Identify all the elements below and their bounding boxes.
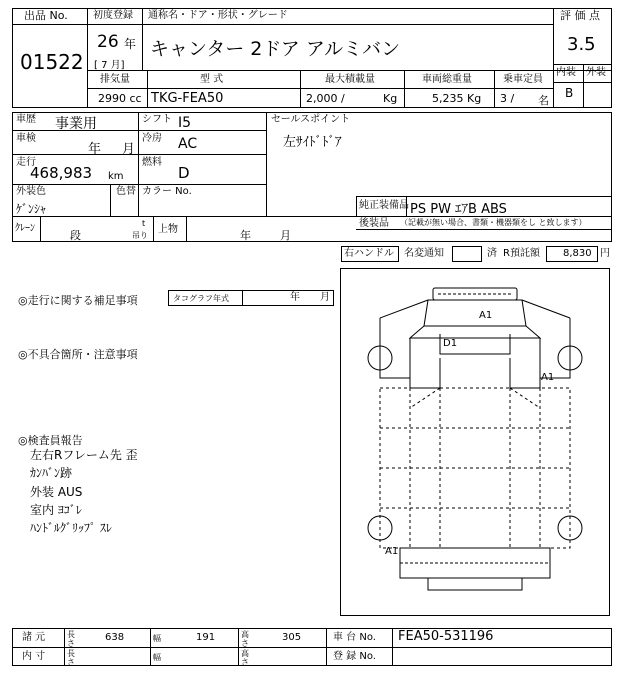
inspector-line-5: ﾊﾝﾄﾞﾙｸﾞﾘｯﾌﾟ ｽﾚ (30, 521, 112, 535)
crane-stage: 段 (70, 229, 81, 242)
sales-point-label: セールスポイント (271, 114, 351, 125)
change-notice-box (452, 246, 482, 262)
damage-mark-3: A1 (541, 372, 555, 383)
color-no-label: 色替 (116, 186, 136, 197)
mileage: 468,983 (30, 164, 93, 182)
chassis-label: 車 台 No. (333, 632, 376, 643)
reg-year: 26 (97, 32, 119, 52)
tachograph-label: タコグラフ年式 (173, 294, 229, 303)
history: 事業用 (55, 116, 97, 132)
height-label: 高さ (241, 630, 249, 648)
gross-weight: 5,235 Kg (432, 92, 482, 105)
inspection-label: 車検 (16, 133, 36, 144)
damage-mark-1: A1 (479, 310, 493, 321)
lot-number: 01522 (20, 50, 84, 74)
reg-year-unit: 年 (124, 37, 137, 51)
recycle-prefix: 済 (487, 248, 497, 259)
shift: I5 (178, 115, 192, 131)
truck-diagram (340, 268, 610, 616)
interior-grade: B (565, 86, 574, 100)
registration-label: 登 録 No. (333, 651, 376, 662)
interior-grade-label: 内装 (556, 67, 576, 78)
aftermarket-label: 後装品 (359, 218, 389, 229)
crane-label: ｸﾚｰﾝ (15, 223, 35, 234)
exterior-color: ｹﾞﾝｼｬ (16, 202, 47, 216)
sales-point: 左ｻｲﾄﾞﾄﾞｱ (283, 135, 342, 150)
damage-mark-2: D1 (443, 338, 458, 349)
inner-length-label: 長さ (67, 649, 75, 667)
inner-height-label: 高さ (241, 649, 249, 667)
dims-label: 諸 元 (22, 632, 46, 643)
history-label: 車歴 (16, 114, 36, 125)
capacity-label: 最大積載量 (325, 74, 375, 85)
recycle-label: R預託額 (503, 248, 540, 259)
mileage-label: 走行 (16, 157, 36, 168)
lot-label: 出品 No. (24, 9, 68, 22)
tacho-month: 月 (320, 292, 330, 303)
factory-equip-label: 純正装備品 (359, 200, 409, 211)
seats: 3 / (500, 92, 515, 105)
seats-label: 乗車定員 (503, 74, 543, 85)
color-code-label: カラー No. (142, 186, 192, 197)
tacho-year: 年 (290, 292, 300, 303)
score-value: 3.5 (567, 34, 596, 55)
score-label: 評 価 点 (560, 9, 600, 22)
inner-dims-label: 内 寸 (22, 651, 46, 662)
inspector-line-3: 外装 AUS (30, 485, 83, 499)
ac: AC (178, 136, 198, 152)
crane-hook: 吊り (132, 231, 148, 240)
model-label: 型 式 (200, 74, 224, 85)
mileage-unit: km (108, 171, 124, 182)
recycle-unit: 円 (600, 248, 610, 259)
steering: 右ハンドル (344, 248, 394, 259)
name-label: 通称名・ドア・形状・グレード (148, 10, 288, 21)
length: 638 (105, 632, 125, 643)
width-label: 幅 (153, 634, 161, 643)
chassis-number: FEA50-531196 (398, 629, 494, 644)
inspector-label: ◎検査員報告 (18, 434, 83, 447)
gross-weight-label: 車両総重量 (422, 74, 472, 85)
inspection-month: 月 (122, 142, 136, 157)
exterior-color-label: 外装色 (16, 186, 46, 197)
inspector-line-4: 室内 ﾖｺﾞﾚ (30, 503, 82, 517)
model: TKG-FEA50 (151, 91, 224, 106)
top-loading-label: 上物 (158, 224, 178, 235)
inner-width-label: 幅 (153, 653, 161, 662)
aftermarket-note: （記載が無い場合、書類・機器類をし と致します） (400, 218, 587, 227)
top-month: 月 (280, 229, 291, 242)
recycle-amount: 8,830 (563, 248, 592, 259)
inspector-line-1: 左右Rフレーム先 歪 (30, 448, 138, 462)
vehicle-name: キャンター 2ドア アルミバン (150, 38, 401, 60)
driving-notes-label: ◎走行に関する補足事項 (18, 294, 138, 307)
change-notice-label: 名変通知 (404, 248, 444, 259)
damage-mark-4: A1 (385, 546, 399, 557)
first-reg-label: 初度登録 (93, 10, 133, 21)
factory-equip: PS PW ｴｱB ABS (410, 202, 507, 217)
capacity: 2,000 / (306, 92, 345, 105)
displacement: 2990 cc (98, 92, 142, 105)
height: 305 (282, 632, 302, 643)
crane-t: t (142, 219, 146, 228)
shift-label: シフト (142, 114, 172, 125)
exterior-grade-label: 外装 (586, 67, 606, 78)
length-label: 長さ (67, 630, 75, 648)
ac-label: 冷房 (142, 133, 162, 144)
displacement-label: 排気量 (100, 74, 130, 85)
fuel: D (178, 164, 190, 182)
inspector-line-2: ｶﾝﾊﾞﾝ跡 (30, 466, 73, 480)
capacity-unit: Kg (383, 92, 398, 105)
fuel-label: 燃料 (142, 157, 162, 168)
inspection-year: 年 (88, 142, 102, 157)
reg-month: [ 7 月] (94, 60, 125, 71)
defects-label: ◎不具合箇所・注意事項 (18, 348, 138, 361)
top-year: 年 (240, 229, 251, 242)
seats-unit: 名 (538, 94, 549, 107)
width: 191 (196, 632, 216, 643)
